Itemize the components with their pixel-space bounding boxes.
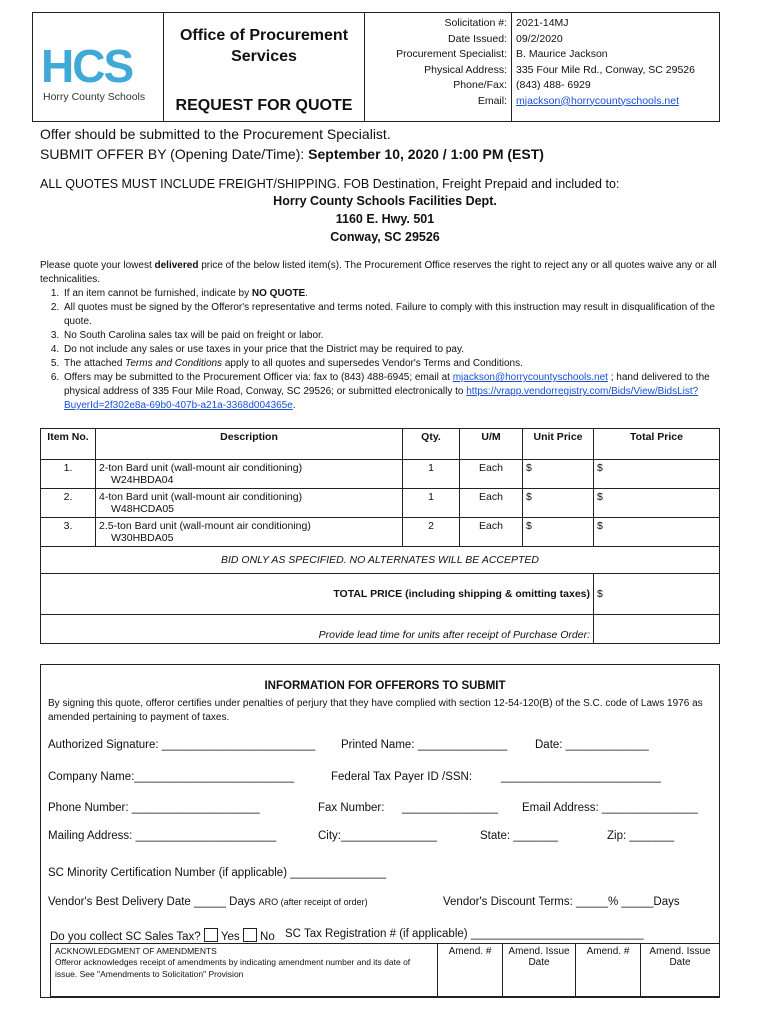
unit-price-field[interactable]: $	[523, 518, 594, 547]
table-header-row	[41, 429, 720, 460]
unit-price-field[interactable]: $	[523, 460, 594, 489]
submit-deadline	[40, 146, 544, 162]
logo-cell	[33, 13, 164, 122]
label-address: Physical Address:	[424, 63, 507, 76]
authorized-signature-field[interactable]: Authorized Signature: ________________________	[48, 739, 316, 751]
item-number: 2.	[41, 489, 96, 518]
item-description: 4-ton Bard unit (wall-mount air conditioning) W48HCDA05	[96, 489, 403, 518]
label-date-issued: Date Issued:	[448, 32, 507, 45]
no-label: No	[260, 931, 275, 943]
header-table	[32, 12, 720, 122]
item-number: 1.	[41, 460, 96, 489]
unit-price-field[interactable]: $	[523, 489, 594, 518]
instruction-item: 5. The attached Terms and Conditions apply to all quotes and supersedes Vendor's Terms and Conditions.	[62, 357, 730, 371]
fax-field[interactable]: _______________	[402, 802, 498, 814]
item-qty: 1	[403, 489, 460, 518]
instruction-item: 4. Do not include any sales or use taxes in your price that the District may be required to pay.	[62, 343, 730, 357]
label-phone: Phone/Fax:	[453, 79, 507, 91]
col-um: U/M	[460, 429, 523, 460]
amend-number-1[interactable]: Amend. #	[438, 944, 503, 997]
city-field[interactable]: City:_______________	[318, 830, 437, 842]
phone-number-field[interactable]: Phone Number: ____________________	[48, 802, 260, 814]
amendment-ack-text: ACKNOWLEDGMENT OF AMENDMENTS Offeror acknowledges receipt of amendments by indicating amendment number and its date of issue. See "Amendments to Solicitation" Provision	[51, 944, 438, 997]
amendments-table	[50, 943, 720, 997]
instruction-item: 6. Offers may be submitted to the Procurement Officer via: fax to (843) 488-6945; email at mjackson@horrycountyschools.net ; hand delivered to the physical address of 335 Four Mile Road, Conway, SC 29526; or submitted electronically to https://vrapp.vendorregistry.com/Bids/View/BidsList?BuyerId=2f302e8a-69b0-407b-a21a-3368d004365e.	[62, 371, 730, 413]
mailing-address-field[interactable]: Mailing Address: ______________________	[48, 830, 277, 842]
instruction-item: 1. If an item cannot be furnished, indicate by NO QUOTE.	[62, 287, 730, 301]
logo-subtext: Horry County Schools	[43, 91, 146, 103]
instructions	[40, 259, 730, 413]
label-solicitation: Solicitation #:	[444, 17, 507, 29]
total-label: TOTAL PRICE (including shipping & omitting taxes)	[41, 574, 594, 615]
header-values	[512, 13, 720, 122]
freight-note: ALL QUOTES MUST INCLUDE FREIGHT/SHIPPING. FOB Destination, Freight Prepaid and included to:	[40, 177, 620, 191]
total-price-field[interactable]: $	[594, 489, 720, 518]
table-row	[41, 460, 720, 489]
date-issued: 09/2/2020	[516, 32, 563, 45]
zip-field[interactable]: Zip: _______	[607, 830, 675, 842]
phone-fax: (843) 488- 6929	[516, 79, 591, 91]
ship-to-line-3: Conway, SC 29526	[330, 230, 440, 244]
yes-label: Yes	[220, 931, 240, 943]
discount-terms-field[interactable]: Vendor's Discount Terms: _____% _____Days	[443, 896, 680, 908]
sc-minority-field[interactable]: SC Minority Certification Number (if applicable) _______________	[48, 867, 387, 879]
sc-tax-registration-field[interactable]: SC Tax Registration # (if applicable) ___________________________	[285, 928, 644, 940]
bid-only-row	[41, 547, 720, 574]
label-email: Email:	[477, 94, 507, 107]
submit-label: SUBMIT OFFER BY (Opening Date/Time):	[40, 146, 305, 162]
physical-address: 335 Four Mile Rd., Conway, SC 29526	[516, 63, 695, 76]
item-um: Each	[460, 518, 523, 547]
company-name-field[interactable]: Company Name:_________________________	[48, 771, 295, 783]
col-item-no: Item No.	[41, 429, 96, 460]
ship-to-line-1: Horry County Schools Facilities Dept.	[273, 194, 497, 208]
amend-number-2[interactable]: Amend. #	[576, 944, 641, 997]
item-qty: 1	[403, 460, 460, 489]
item-number: 3.	[41, 518, 96, 547]
office-title: Office of Procurement Services	[179, 27, 349, 65]
col-total-price: Total Price	[594, 429, 720, 460]
amend-date-1[interactable]: Amend. Issue Date	[503, 944, 576, 997]
delivery-date-field[interactable]: Vendor's Best Delivery Date _____ Days ARO (after receipt of order)	[48, 896, 368, 908]
email-link[interactable]: mjackson@horrycountyschools.net	[516, 94, 679, 107]
document-title: REQUEST FOR QUOTE	[175, 97, 353, 114]
lead-time-field[interactable]	[594, 615, 720, 644]
tax-id-label: Federal Tax Payer ID /SSN:	[331, 771, 473, 783]
table-row	[41, 518, 720, 547]
email-address-field[interactable]: Email Address: _______________	[522, 802, 698, 814]
certify-text: By signing this quote, offeror certifies under penalties of perjury that they have complied with section 12-54-120(B) of the S.C. code of Laws 1976 as amended pertaining to payment of taxes.	[48, 698, 703, 723]
vendor-registry-link[interactable]: https://vrapp.vendorregistry.com/Bids/View/BidsList?BuyerId=2f302e8a-69b0-407b-a21a-3368d004365e	[64, 386, 699, 411]
email-link[interactable]: mjackson@horrycountyschools.net	[452, 372, 608, 383]
col-unit-price: Unit Price	[523, 429, 594, 460]
sc-sales-tax-question: Do you collect SC Sales Tax? Yes No	[50, 928, 275, 943]
offer-instruction: Offer should be submitted to the Procurement Specialist.	[40, 126, 391, 142]
instruction-item: 2. All quotes must be signed by the Offeror's representative and terms noted. Failure to comply with this instruction may result in disqualification of the quote.	[62, 301, 730, 329]
procurement-specialist: B. Maurice Jackson	[516, 48, 608, 60]
fax-label: Fax Number:	[318, 802, 385, 814]
solicitation-number: 2021-14MJ	[516, 17, 569, 29]
lead-time-label: Provide lead time for units after receipt of Purchase Order:	[41, 615, 594, 644]
bid-only-note: BID ONLY AS SPECIFIED. NO ALTERNATES WILL BE ACCEPTED	[41, 547, 720, 574]
ship-to-line-2: 1160 E. Hwy. 501	[335, 212, 435, 226]
table-row	[41, 489, 720, 518]
submit-date: September 10, 2020 / 1:00 PM (EST)	[308, 146, 544, 162]
printed-name-field[interactable]: Printed Name: ______________	[341, 739, 508, 751]
instruction-item: 3. No South Carolina sales tax will be paid on freight or labor.	[62, 329, 730, 343]
item-um: Each	[460, 489, 523, 518]
state-field[interactable]: State: _______	[480, 830, 559, 842]
items-table	[40, 428, 720, 644]
label-specialist: Procurement Specialist:	[396, 48, 507, 60]
item-um: Each	[460, 460, 523, 489]
hcs-logo	[33, 13, 163, 121]
total-row	[41, 574, 720, 615]
tax-id-field[interactable]: _________________________	[501, 771, 661, 783]
intro-text: Please quote your lowest delivered price of the below listed item(s). The Procurement Office reserves the right to reject any or all quotes waive any or all technicalities.	[40, 260, 717, 285]
instruction-list	[40, 287, 730, 413]
offeror-section-title: INFORMATION FOR OFFERORS TO SUBMIT	[264, 680, 506, 692]
grand-total-field[interactable]: $	[594, 574, 720, 615]
header-labels	[365, 13, 512, 122]
total-price-field[interactable]: $	[594, 460, 720, 489]
amend-date-2[interactable]: Amend. Issue Date	[641, 944, 720, 997]
logo-text: HCS	[41, 40, 133, 92]
lead-time-row	[41, 615, 720, 644]
item-description: 2.5-ton Bard unit (wall-mount air conditioning) W30HBDA05	[96, 518, 403, 547]
item-qty: 2	[403, 518, 460, 547]
col-description: Description	[96, 429, 403, 460]
total-price-field[interactable]: $	[594, 518, 720, 547]
yes-checkbox[interactable]	[204, 928, 218, 942]
col-qty: Qty.	[403, 429, 460, 460]
date-field[interactable]: Date: _____________	[535, 739, 649, 751]
item-description: 2-ton Bard unit (wall-mount air conditioning) W24HBDA04	[96, 460, 403, 489]
title-cell	[164, 13, 365, 122]
no-checkbox[interactable]	[243, 928, 257, 942]
